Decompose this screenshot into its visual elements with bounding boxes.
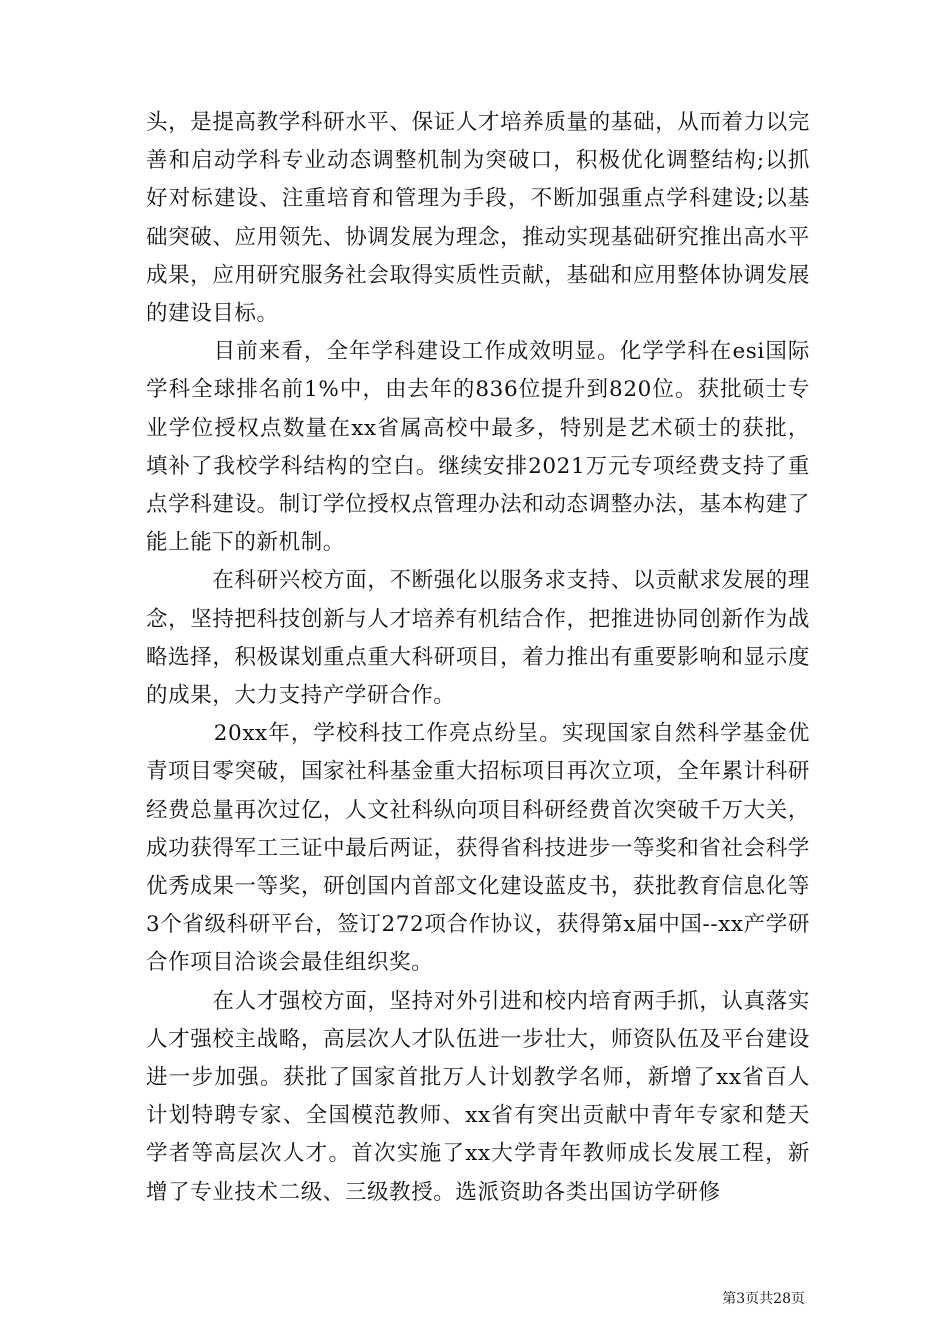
paragraph-discipline-results: 目前来看，全年学科建设工作成效明显。化学学科在esi国际学科全球排名前1%中，由去年的836位提升到820位。获批硕士专业学位授权点数量在xx省属高校中最多，特别是艺术硕士的获批，填补了我校学科结构的空白。继续安排2021万元专项经费支持了重点学科建设。制订学位授权点管理办法和动态调整办法，基本构建了能上能下的新机制。 — [146, 339, 810, 556]
paragraph-research-strategy: 在科研兴校方面，不断强化以服务求支持、以贡献求发展的理念，坚持把科技创新与人才培养有机结合作，把推进协同创新作为战略选择，积极谋划重点重大科研项目，着力推出有重要影响和显示度的成果，大力支持产学研合作。 — [146, 568, 810, 709]
paragraph-discipline-goals: 头，是提高教学科研水平、保证人才培养质量的基础，从而着力以完善和启动学科专业动态调整机制为突破口，积极优化调整结构;以抓好对标建设、注重培育和管理为手段，不断加强重点学科建设;以基础突破、应用领先、协调发展为理念，推动实现基础研究推出高水平成果，应用研究服务社会取得实质性贡献，基础和应用整体协调发展的建设目标。 — [146, 110, 810, 327]
document-body — [146, 104, 810, 1212]
paragraph-research-highlights: 20xx年，学校科技工作亮点纷呈。实现国家自然科学基金优青项目零突破，国家社科基金重大招标项目再次立项，全年累计科研经费总量再次过亿，人文社科纵向项目科研经费首次突破千万大关，成功获得军工三证中最后两证，获得省科技进步一等奖和省社会科学优秀成果一等奖，研创国内首部文化建设蓝皮书，获批教育信息化等3个省级科研平台，签订272项合作协议，获得第x届中国--xx产学研合作项目洽谈会最佳组织奖。 — [146, 721, 810, 976]
page-number: 第3页共28页 — [722, 1291, 805, 1307]
paragraph-talent-strategy: 在人才强校方面，坚持对外引进和校内培育两手抓，认真落实人才强校主战略，高层次人才队伍进一步壮大，师资队伍及平台建设进一步加强。获批了国家首批万人计划教学名师，新增了xx省百人计划特聘专家、全国模范教师、xx省有突出贡献中青年专家和楚天学者等高层次人才。首次实施了xx大学青年教师成长发展工程，新增了专业技术二级、三级教授。选派资助各类出国访学研修 — [146, 988, 810, 1205]
